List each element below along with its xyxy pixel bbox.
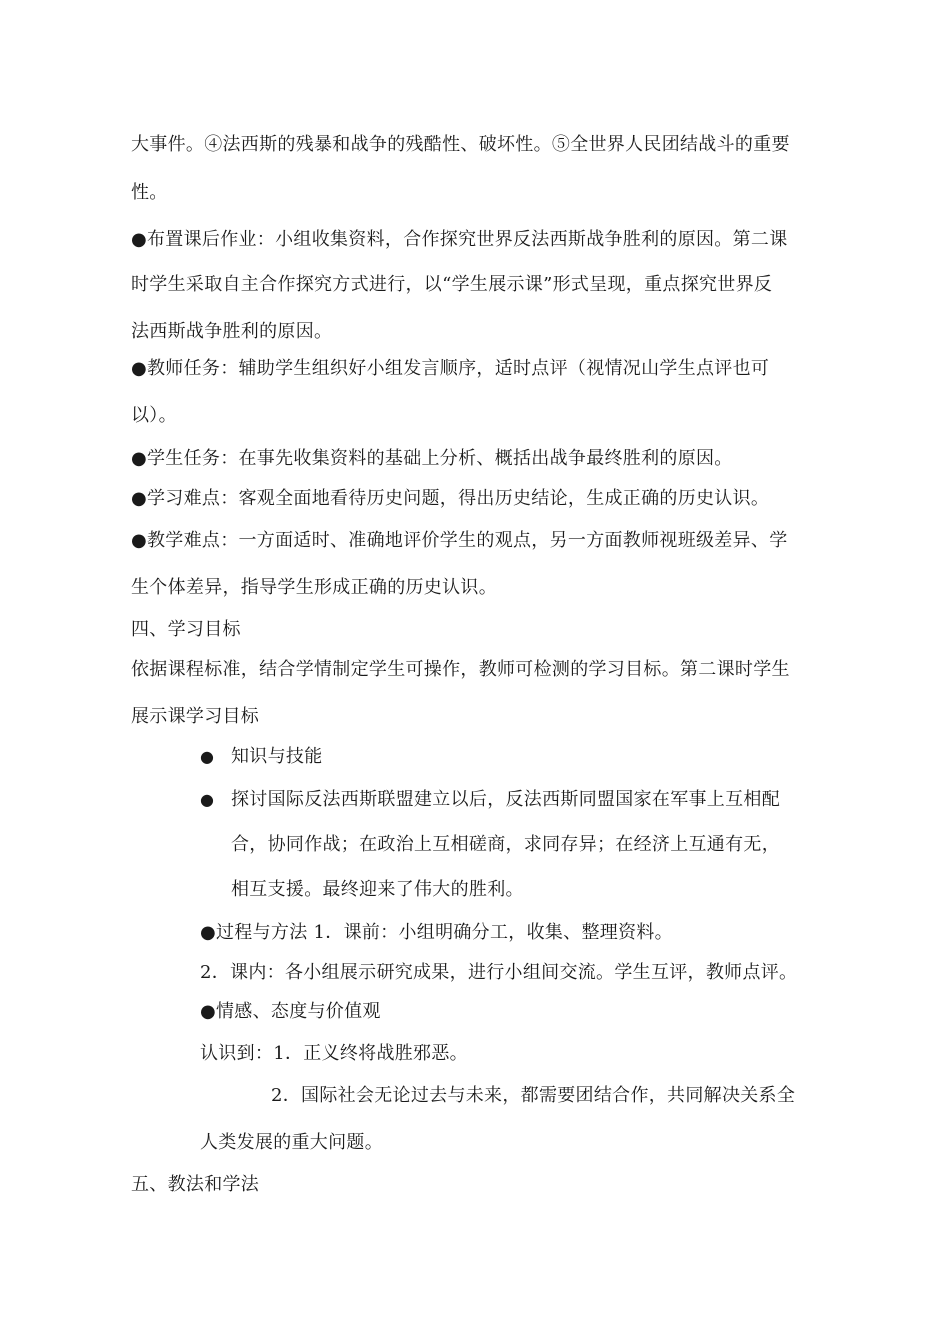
text-line: 大事件。④法西斯的残暴和战争的残酷性、破坏性。⑤全世界人民团结战斗的重要 xyxy=(131,134,790,155)
bullet-icon: ● xyxy=(200,747,214,766)
text-line: ●情感、态度与价值观 xyxy=(200,1001,381,1022)
text-line: 法西斯战争胜利的原因。 xyxy=(131,321,333,342)
text-line: 以）。 xyxy=(131,405,177,426)
text-line: 时学生采取自主合作探究方式进行，以“学生展示课”形式呈现，重点探究世界反 xyxy=(131,274,773,295)
section-heading: 四、学习目标 xyxy=(131,619,241,640)
text-line: ●教师任务：辅助学生组织好小组发言顺序，适时点评（视情况山学生点评也可 xyxy=(131,358,770,379)
bullet-icon: ● xyxy=(200,790,214,809)
text-line: 人类发展的重大问题。 xyxy=(200,1132,383,1153)
list-item: 知识与技能 xyxy=(231,746,323,767)
text-line: 2．课内：各小组展示研究成果，进行小组间交流。学生互评，教师点评。 xyxy=(200,962,798,983)
section-heading: 五、教法和学法 xyxy=(131,1174,260,1195)
text-line: 合，协同作战；在政治上互相磋商，求同存异；在经济上互通有无， xyxy=(231,834,780,855)
text-line: ●学生任务：在事先收集资料的基础上分析、概括出战争最终胜利的原因。 xyxy=(131,448,733,469)
text-line: 生个体差异，指导学生形成正确的历史认识。 xyxy=(131,577,497,598)
text-line: 2．国际社会无论过去与未来，都需要团结合作，共同解决关系全 xyxy=(271,1085,796,1106)
text-line: ●学习难点：客观全面地看待历史问题，得出历史结论，生成正确的历史认识。 xyxy=(131,488,770,509)
text-line: 依据课程标准，结合学情制定学生可操作，教师可检测的学习目标。第二课时学生 xyxy=(131,659,790,680)
text-line: ●教学难点：一方面适时、准确地评价学生的观点，另一方面教师视班级差异、学 xyxy=(131,530,788,551)
text-line: 展示课学习目标 xyxy=(131,706,260,727)
list-item: 探讨国际反法西斯联盟建立以后，反法西斯同盟国家在军事上互相配 xyxy=(231,789,780,810)
text-line: ●布置课后作业：小组收集资料，合作探究世界反法西斯战争胜利的原因。第二课 xyxy=(131,229,788,250)
text-line: ●过程与方法 1．课前：小组明确分工，收集、整理资料。 xyxy=(200,922,673,943)
text-line: 相互支援。最终迎来了伟大的胜利。 xyxy=(231,879,524,900)
text-line: 认识到：1．正义终将战胜邪恶。 xyxy=(200,1043,468,1064)
text-line: 性。 xyxy=(131,182,168,203)
